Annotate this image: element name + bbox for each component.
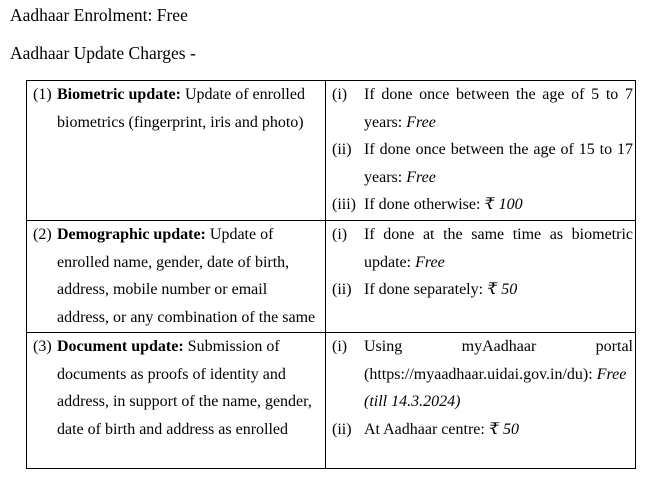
charge-condition-cont: update: [364, 253, 416, 271]
service-cell [27, 81, 326, 221]
charge-item [332, 221, 633, 276]
charge-fee-validity: (till 14.3.2024) [364, 393, 461, 411]
charge-item [332, 191, 633, 219]
charge-condition: If done separately: [364, 281, 488, 299]
service-title: Biometric update: [57, 86, 181, 103]
charge-condition-cont: years: [364, 168, 407, 186]
row-number: (1) [33, 86, 52, 103]
update-charges-table [26, 80, 636, 469]
charge-number: (i) [332, 338, 348, 355]
charge-number: (ii) [332, 281, 352, 299]
charge-condition: If done once between the age of 15 to 17 [364, 141, 633, 159]
charge-item [332, 81, 633, 136]
charge-item [332, 276, 633, 304]
service-description-start: Update of enrolled [180, 86, 305, 103]
charges-cell [326, 333, 636, 469]
service-cell [27, 333, 326, 469]
charges-cell [326, 81, 636, 221]
charge-condition: At Aadhaar centre: [364, 420, 489, 438]
service-description: documents as proofs of identity and address, in support of the name, gender, date of birth and address as enrolled [57, 365, 312, 438]
service-description: enrolled name, gender, date of birth, address, mobile number or email address, or any combination of the same [57, 253, 316, 326]
service-title: Demographic update: [57, 226, 206, 243]
charge-number: (iii) [332, 196, 356, 214]
charge-number: (i) [332, 226, 348, 243]
enrolment-heading: Aadhaar Enrolment: Free [10, 5, 188, 25]
charge-fee: ₹ 50 [487, 281, 518, 299]
table-row-demographic [27, 221, 636, 333]
charge-number: (ii) [332, 420, 352, 438]
charge-number: (ii) [332, 141, 352, 159]
table-row-document [27, 333, 636, 469]
row-number: (3) [33, 338, 52, 355]
charge-condition: If done at the same time as biometric [364, 226, 633, 243]
table-row-biometric [27, 81, 636, 221]
charge-fee: Free [406, 113, 436, 131]
charge-fee: Free [406, 168, 436, 186]
row-number: (2) [33, 226, 52, 243]
charge-number: (i) [332, 86, 348, 103]
service-description: biometrics (fingerprint, iris and photo) [57, 113, 304, 131]
charge-item [332, 333, 633, 416]
charge-condition: If done once between the age of 5 to 7 [364, 86, 633, 103]
charge-fee: Free [415, 253, 445, 271]
charge-condition: If done otherwise: [364, 196, 485, 214]
charge-item [332, 136, 633, 191]
update-charges-heading: Aadhaar Update Charges - [10, 43, 196, 63]
service-description-start: Update of [205, 226, 274, 243]
service-description-start: Submission of [183, 338, 280, 355]
charge-condition: Using myAadhaar portal [364, 338, 633, 355]
service-cell [27, 221, 326, 333]
charge-condition-cont: years: [364, 113, 407, 131]
charge-fee: ₹ 50 [488, 420, 520, 438]
charge-condition-cont: (https://myaadhaar.uidai.gov.in/du): [364, 365, 597, 383]
charge-item [332, 416, 633, 444]
charges-cell [326, 221, 636, 333]
charge-fee: Free [596, 365, 627, 383]
charge-fee: ₹ 100 [484, 196, 523, 214]
service-title: Document update: [57, 338, 184, 355]
